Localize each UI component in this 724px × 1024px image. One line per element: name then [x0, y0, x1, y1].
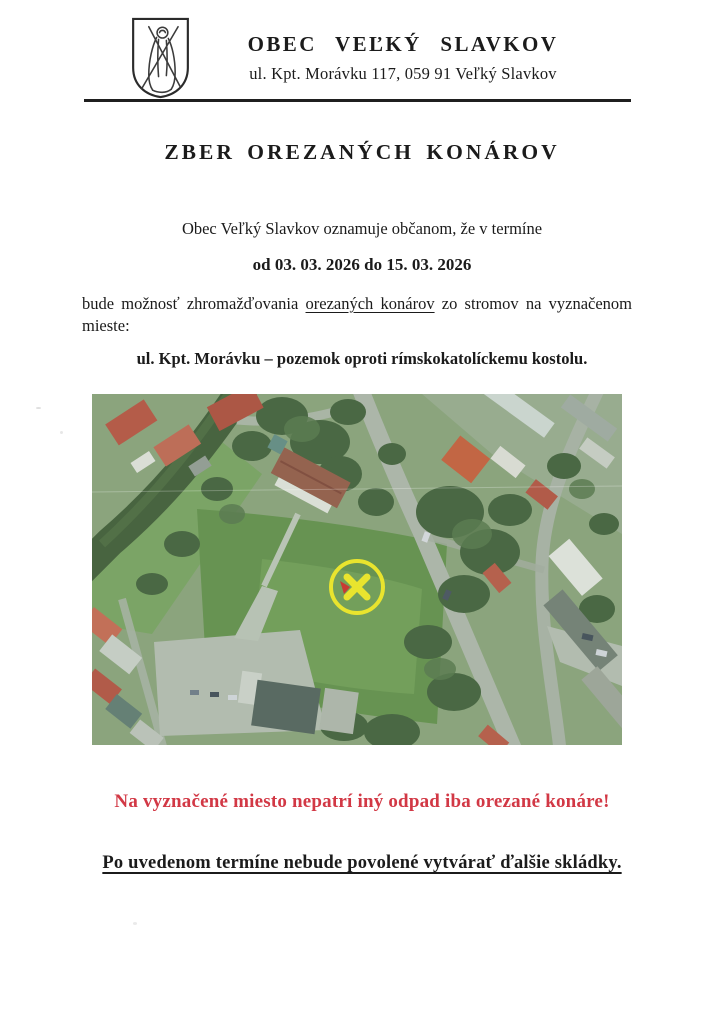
letterhead-divider — [84, 99, 631, 102]
scan-speck — [133, 922, 137, 925]
intro-line: Obec Veľký Slavkov oznamuje občanom, že v termíne — [181, 219, 543, 238]
body-paragraph — [82, 293, 632, 314]
underlined-phrase: orezaných konárov — [305, 294, 435, 313]
scan-speck — [60, 431, 63, 434]
scan-speck — [36, 407, 41, 409]
body-paragraph-continuation: mieste: — [82, 316, 130, 335]
document-title: ZBER OREZANÝCH KONÁROV — [164, 140, 560, 164]
municipality-address: ul. Kpt. Morávku 117, 059 91 Veľký Slavkov — [249, 64, 557, 83]
paragraph-text-pre: bude možnosť zhromažďovania — [82, 294, 306, 313]
date-range: od 03. 03. 2026 do 15. 03. 2026 — [252, 255, 472, 274]
municipality-name: OBEC VEĽKÝ SLAVKOV — [247, 32, 559, 56]
letterhead-text — [82, 31, 724, 84]
warning-red-line: Na vyznačené miesto nepatrí iný odpad iba orezané konáre! — [114, 791, 610, 812]
paragraph-text-post: zo stromov na vyznačenom — [434, 294, 632, 313]
warning-black-line: Po uvedenom termíne nebude povolené vytvárať ďalšie skládky. — [102, 853, 622, 873]
aerial-photo — [92, 394, 622, 745]
location-line: ul. Kpt. Morávku – pozemok oproti rímskokatolíckemu kostolu. — [136, 349, 588, 368]
aerial-map-figure — [92, 394, 622, 745]
